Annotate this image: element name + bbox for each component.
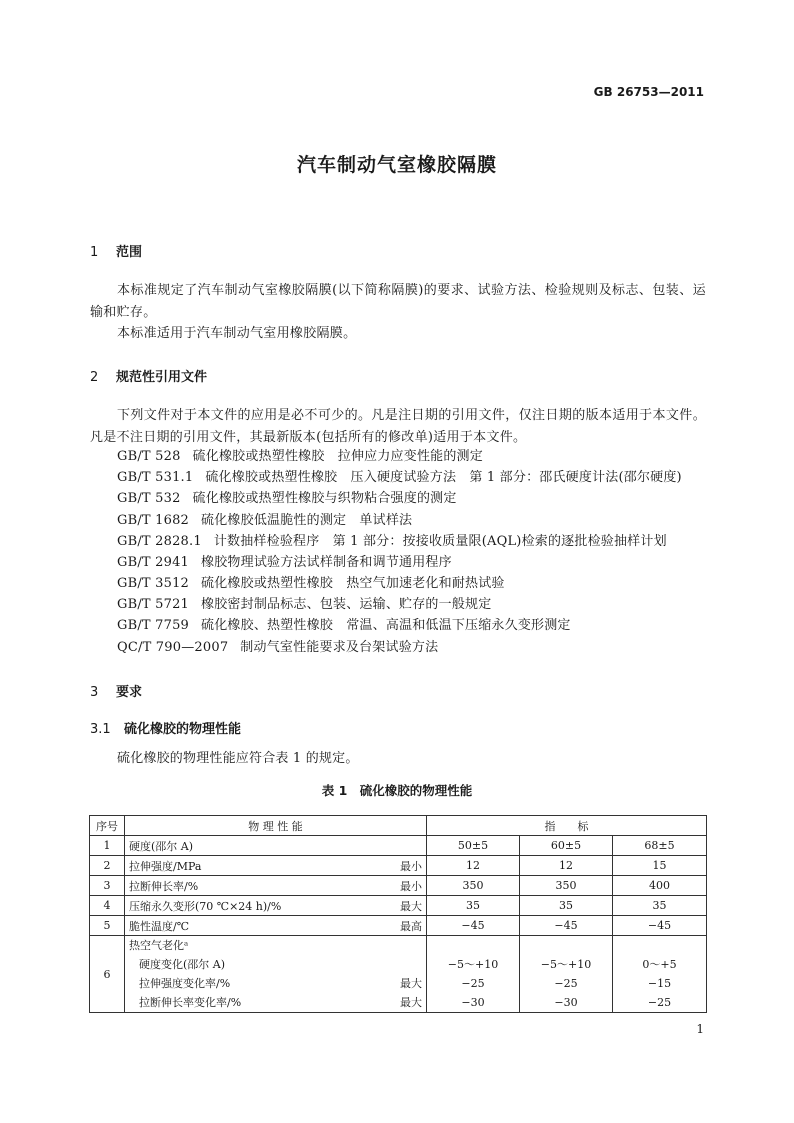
limit-label: 最高 (400, 919, 422, 933)
limit-label: 最大 (400, 996, 422, 1009)
section-number: 1 (90, 245, 99, 260)
reference-code: GB/T 2828.1 (117, 534, 202, 549)
reference-code: GB/T 532 (117, 491, 181, 506)
aging-value: −25 (647, 996, 672, 1009)
page-number: 1 (696, 1022, 704, 1036)
subsection-3-1-heading (90, 718, 241, 737)
property-cell (125, 916, 427, 936)
aging-value: −25 (554, 977, 578, 990)
reference-code: GB/T 5721 (117, 597, 190, 612)
reference-item (117, 446, 483, 467)
section-2-intro: 下列文件对于本文件的应用是必不可少的。凡是注日期的引用文件，仅注日期的版本适用于本文件。凡是不注日期的引用文件，其最新版本(包括所有的修改单)适用于本文件。 (90, 408, 706, 445)
reference-code: GB/T 1682 (117, 513, 190, 528)
property-name: 脆性温度/℃ (129, 919, 190, 933)
aging-value: −5～+10 (540, 958, 592, 971)
value-cell: 350 (520, 876, 613, 896)
section-1-heading (90, 241, 142, 260)
value-cell: 12 (520, 856, 613, 876)
section-title: 范围 (116, 245, 143, 260)
limit-label: 最小 (400, 879, 422, 893)
reference-title: 橡胶密封制品标志、包装、运输、贮存的一般规定 (201, 597, 492, 612)
reference-item (117, 573, 505, 594)
document-title: 汽车制动气室橡胶隔膜 (296, 154, 497, 176)
reference-code: GB/T 528 (117, 449, 181, 464)
aging-group-label: 热空气老化ᵃ (129, 939, 189, 952)
property-name: 硬度(邵尔 A) (129, 839, 194, 853)
value-cell: 15 (613, 856, 707, 876)
value-cell (520, 936, 613, 1013)
section-1-paragraph-2: 本标准适用于汽车制动气室用橡胶隔膜。 (117, 326, 357, 341)
reference-item (117, 637, 438, 658)
reference-title: 硫化橡胶或热塑性橡胶 拉伸应力应变性能的测定 (192, 449, 483, 464)
property-cell (125, 896, 427, 916)
value-cell: −45 (520, 916, 613, 936)
section-1-paragraph-1: 本标准规定了汽车制动气室橡胶隔膜(以下简称隔膜)的要求、试验方法、检验规则及标志、包装、运输和贮存。 (90, 283, 706, 320)
standard-code: GB 26753—2011 (593, 85, 704, 99)
physical-properties-table (89, 815, 707, 1013)
subsection-3-1-text: 硫化橡胶的物理性能应符合表 1 的规定。 (117, 751, 359, 766)
header-index: 指 标 (427, 816, 707, 836)
property-cell (125, 856, 427, 876)
reference-title: 硫化橡胶或热塑性橡胶 压入硬度试验方法 第 1 部分：邵氏硬度计法(邵尔硬度) (205, 470, 682, 485)
reference-item (117, 467, 682, 488)
reference-item (117, 531, 667, 552)
property-name: 拉伸强度/MPa (129, 859, 202, 873)
table-row (90, 836, 707, 856)
section-title: 规范性引用文件 (116, 370, 208, 385)
aging-value: 0～+5 (642, 958, 677, 971)
reference-title: 制动气室性能要求及台架试验方法 (240, 640, 439, 655)
reference-title: 硫化橡胶或热塑性橡胶与织物粘合强度的测定 (192, 491, 457, 506)
table-caption: 表 1 硫化橡胶的物理性能 (321, 783, 473, 798)
section-number: 2 (90, 370, 99, 385)
property-name: 拉断伸长率/% (129, 879, 199, 893)
reference-item (117, 615, 571, 636)
aging-item (129, 955, 422, 974)
reference-item (117, 510, 412, 531)
row-number: 6 (90, 936, 125, 1013)
aging-value: −25 (461, 977, 485, 990)
row-number: 2 (90, 856, 125, 876)
value-cell: 400 (613, 876, 707, 896)
value-cell: 50±5 (427, 836, 520, 856)
value-cell: 35 (427, 896, 520, 916)
reference-title: 硫化橡胶低温脆性的测定 单试样法 (201, 513, 413, 528)
row-number: 3 (90, 876, 125, 896)
header-no: 序号 (90, 816, 125, 836)
reference-item (117, 552, 452, 573)
value-cell: 12 (427, 856, 520, 876)
value-cell: 35 (520, 896, 613, 916)
subsection-number: 3.1 (90, 722, 111, 737)
value-cell: 350 (427, 876, 520, 896)
value-cell (427, 936, 520, 1013)
value-cell: −45 (613, 916, 707, 936)
reference-code: QC/T 790—2007 (117, 640, 229, 655)
reference-title: 橡胶物理试验方法试样制备和调节通用程序 (201, 555, 452, 570)
value-cell: 68±5 (613, 836, 707, 856)
aging-value: −30 (461, 996, 485, 1009)
table-row-aging (90, 936, 707, 1013)
property-name: 拉伸强度变化率/% (139, 977, 231, 990)
property-cell (125, 936, 427, 1013)
limit-label: 最大 (400, 977, 422, 990)
reference-title: 硫化橡胶或热塑性橡胶 热空气加速老化和耐热试验 (201, 576, 505, 591)
reference-code: GB/T 3512 (117, 576, 190, 591)
subsection-title: 硫化橡胶的物理性能 (124, 722, 242, 737)
section-title: 要求 (116, 685, 143, 700)
table-row (90, 856, 707, 876)
limit-label: 最小 (400, 859, 422, 873)
table-row (90, 896, 707, 916)
property-name: 压缩永久变形(70 ℃×24 h)/% (129, 899, 282, 913)
value-cell (613, 936, 707, 1013)
value-cell: 35 (613, 896, 707, 916)
aging-value: −5～+10 (447, 958, 499, 971)
section-2-heading (90, 366, 207, 385)
header-property: 物 理 性 能 (125, 816, 427, 836)
section-number: 3 (90, 685, 99, 700)
row-number: 1 (90, 836, 125, 856)
table-row (90, 916, 707, 936)
row-number: 5 (90, 916, 125, 936)
aging-item (129, 993, 422, 1012)
property-cell (125, 836, 427, 856)
aging-value: −15 (647, 977, 672, 990)
table-row (90, 876, 707, 896)
reference-code: GB/T 7759 (117, 618, 190, 633)
property-name: 硬度变化(邵尔 A) (139, 958, 226, 971)
reference-title: 硫化橡胶、热塑性橡胶 常温、高温和低温下压缩永久变形测定 (201, 618, 571, 633)
value-cell: −45 (427, 916, 520, 936)
property-cell (125, 876, 427, 896)
reference-code: GB/T 531.1 (117, 470, 194, 485)
aging-value: −30 (554, 996, 578, 1009)
limit-label: 最大 (400, 899, 422, 913)
reference-title: 计数抽样检验程序 第 1 部分：按接收质量限(AQL)检索的逐批检验抽样计划 (213, 534, 667, 549)
value-cell: 60±5 (520, 836, 613, 856)
reference-item (117, 488, 457, 509)
aging-item (129, 974, 422, 993)
section-3-heading (90, 681, 142, 700)
property-name: 拉断伸长率变化率/% (139, 996, 242, 1009)
reference-item (117, 594, 491, 615)
reference-code: GB/T 2941 (117, 555, 190, 570)
table-header-row (90, 816, 707, 836)
row-number: 4 (90, 896, 125, 916)
